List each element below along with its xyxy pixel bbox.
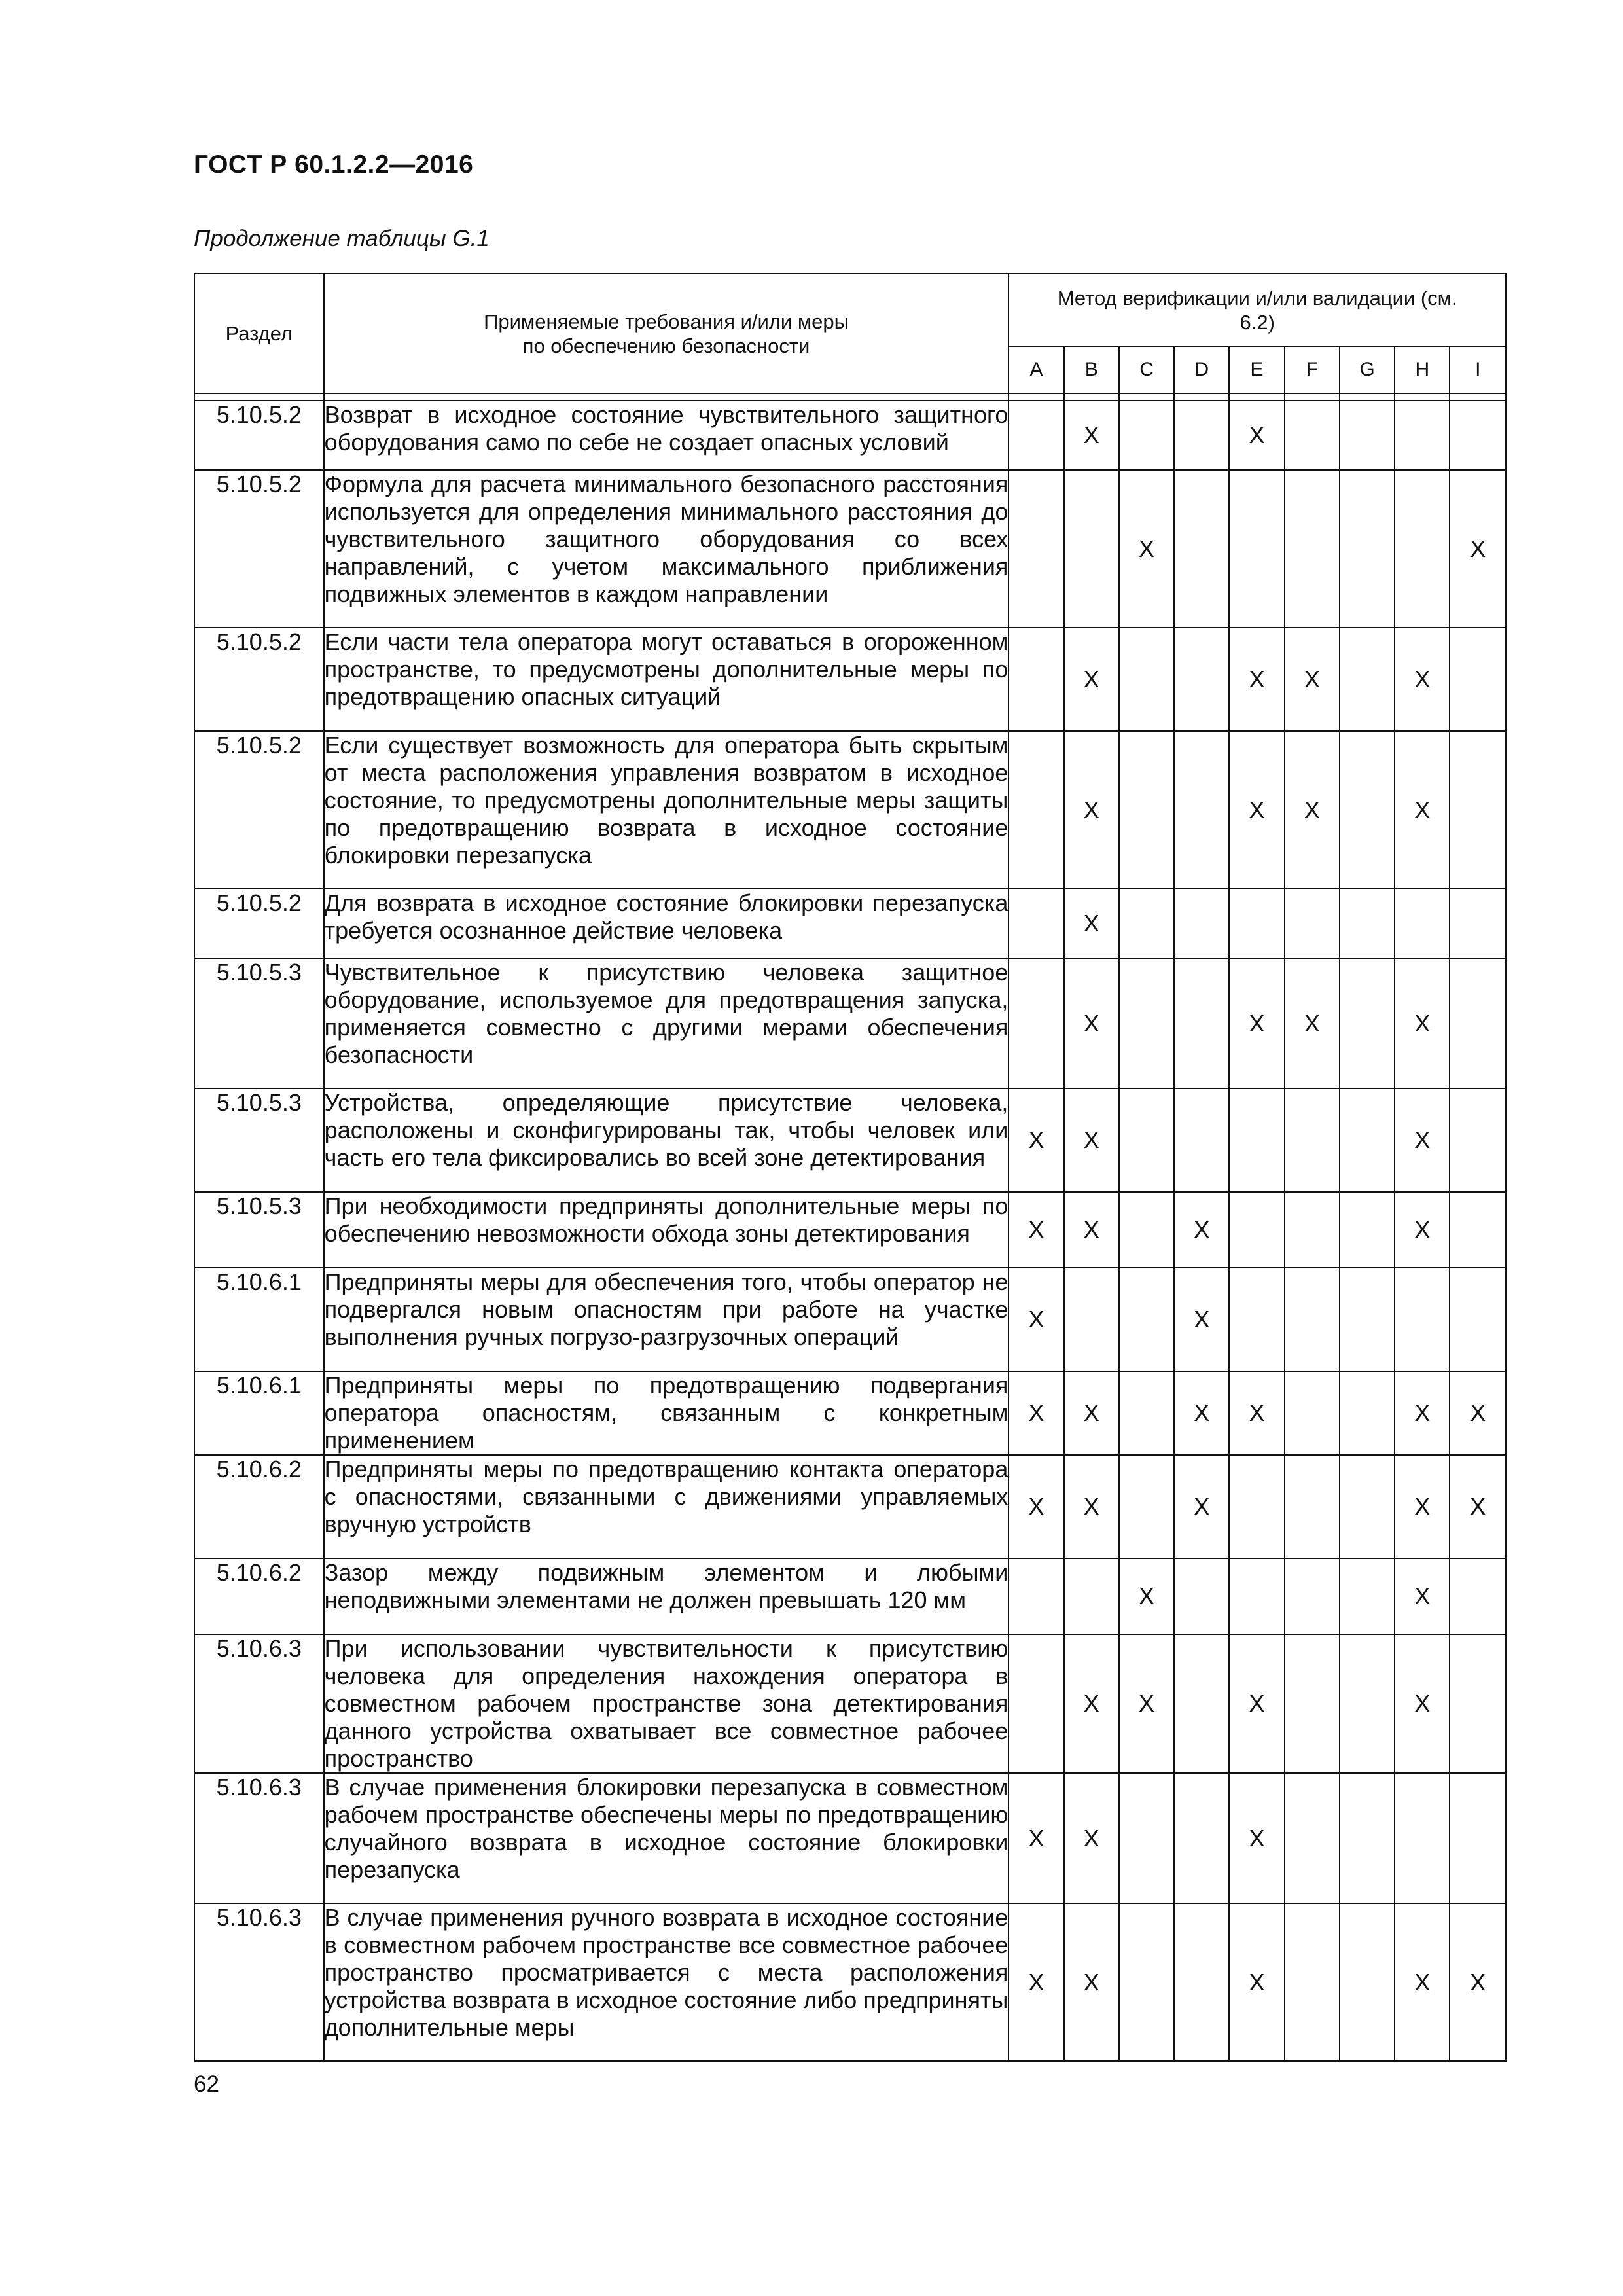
table-row (194, 401, 1506, 470)
section-number: 5.10.5.3 (194, 1192, 324, 1268)
section-number: 5.10.5.3 (194, 1088, 324, 1192)
table-row (194, 1371, 1506, 1455)
method-mark-cell (1285, 1088, 1340, 1192)
method-mark-cell (1395, 470, 1450, 628)
header-method: Метод верификации и/или валидации (см. 6.2) (1008, 274, 1506, 346)
requirement-text: Если части тела оператора могут оставаться в огороженном пространстве, то предусмотрены дополнительные меры по предотвращению опасных ситуаций (324, 628, 1009, 731)
method-mark-cell (1285, 1268, 1340, 1371)
method-mark-cell (1174, 1634, 1229, 1773)
method-mark-cell: X (1285, 958, 1340, 1088)
method-mark-cell: X (1008, 1192, 1063, 1268)
method-mark-cell: X (1395, 1455, 1450, 1558)
method-mark-cell (1395, 401, 1450, 470)
method-mark-cell: X (1395, 1634, 1450, 1773)
table-body (194, 393, 1506, 2061)
method-mark-cell: X (1064, 889, 1119, 958)
method-mark-cell (1340, 958, 1395, 1088)
method-mark-cell (1340, 1268, 1395, 1371)
method-mark-cell: X (1064, 1371, 1119, 1455)
method-mark-cell (1450, 1192, 1506, 1268)
method-mark-cell (1229, 1455, 1284, 1558)
method-mark-cell (1340, 731, 1395, 889)
method-mark-cell (1174, 731, 1229, 889)
table-row (194, 1773, 1506, 1903)
method-mark-cell (1229, 1558, 1284, 1634)
method-mark-cell: X (1064, 1634, 1119, 1773)
method-mark-cell: X (1174, 1268, 1229, 1371)
method-mark-cell: X (1395, 731, 1450, 889)
method-mark-cell (1285, 1773, 1340, 1903)
method-mark-cell (1450, 731, 1506, 889)
method-mark-cell: X (1395, 1903, 1450, 2061)
method-mark-cell: X (1229, 1773, 1284, 1903)
method-mark-cell (1340, 1455, 1395, 1558)
method-column-header: G (1340, 346, 1395, 393)
requirement-text: Чувствительное к присутствию человека защитное оборудование, используемое для предотвращения запуска, применяется совместно с другими мерами обеспечения безопасности (324, 958, 1009, 1088)
method-mark-cell (1174, 1088, 1229, 1192)
section-number: 5.10.6.3 (194, 1634, 324, 1773)
method-mark-cell (1450, 401, 1506, 470)
method-mark-cell (1340, 1634, 1395, 1773)
method-mark-cell: X (1229, 1634, 1284, 1773)
method-mark-cell (1119, 731, 1174, 889)
table-row (194, 1634, 1506, 1773)
method-mark-cell (1340, 1558, 1395, 1634)
requirement-text: Предприняты меры по предотвращению контакта оператора с опасностями, связанными с движениями управляемых вручную устройств (324, 1455, 1009, 1558)
requirement-text: В случае применения ручного возврата в исходное состояние в совместном рабочем пространстве все совместное рабочее пространство просматривается с места расположения устройства возврата в исходное состояние либо предприняты дополнительные меры (324, 1903, 1009, 2061)
method-mark-cell (1119, 889, 1174, 958)
method-mark-cell: X (1229, 958, 1284, 1088)
method-mark-cell: X (1229, 628, 1284, 731)
method-mark-cell (1008, 1558, 1063, 1634)
method-mark-cell (1340, 1371, 1395, 1455)
method-mark-cell (1174, 1903, 1229, 2061)
method-mark-cell (1008, 628, 1063, 731)
section-number: 5.10.6.2 (194, 1558, 324, 1634)
table-continuation-caption: Продолжение таблицы G.1 (194, 226, 490, 251)
method-mark-cell: X (1008, 1455, 1063, 1558)
method-mark-cell (1450, 1268, 1506, 1371)
table-row (194, 1903, 1506, 2061)
requirement-text: При необходимости предприняты дополнительные меры по обеспечению невозможности обхода зоны детектирования (324, 1192, 1009, 1268)
method-mark-cell: X (1229, 401, 1284, 470)
method-mark-cell: X (1395, 628, 1450, 731)
section-number: 5.10.5.2 (194, 401, 324, 470)
method-mark-cell (1285, 1634, 1340, 1773)
method-mark-cell: X (1229, 1371, 1284, 1455)
method-column-header: D (1174, 346, 1229, 393)
method-mark-cell (1008, 889, 1063, 958)
header-requirements: Применяемые требования и/или меры по обеспечению безопасности (324, 274, 1009, 393)
verification-table (194, 273, 1507, 2062)
method-mark-cell (1450, 1088, 1506, 1192)
method-mark-cell (1174, 628, 1229, 731)
method-mark-cell: X (1450, 1903, 1506, 2061)
method-mark-cell (1174, 470, 1229, 628)
method-mark-cell: X (1064, 958, 1119, 1088)
method-mark-cell (1450, 1773, 1506, 1903)
method-mark-cell: X (1119, 1634, 1174, 1773)
method-column-header: I (1450, 346, 1506, 393)
section-number: 5.10.5.2 (194, 731, 324, 889)
method-mark-cell (1119, 1455, 1174, 1558)
method-mark-cell: X (1064, 401, 1119, 470)
method-mark-cell (1340, 1088, 1395, 1192)
section-number: 5.10.6.1 (194, 1371, 324, 1455)
method-mark-cell: X (1064, 1088, 1119, 1192)
method-mark-cell (1340, 401, 1395, 470)
method-mark-cell: X (1174, 1192, 1229, 1268)
method-mark-cell (1119, 1192, 1174, 1268)
method-mark-cell (1395, 1268, 1450, 1371)
document-code: ГОСТ Р 60.1.2.2—2016 (194, 151, 474, 179)
header-section: Раздел (194, 274, 324, 393)
method-column-header: B (1064, 346, 1119, 393)
method-mark-cell (1119, 958, 1174, 1088)
method-mark-cell (1008, 401, 1063, 470)
requirement-text: При использовании чувствительности к присутствию человека для определения нахождения оператора в совместном рабочем пространстве зона детектирования данного устройства охватывает все совместное рабочее пространство (324, 1635, 1008, 1772)
method-column-header: H (1395, 346, 1450, 393)
method-mark-cell (1119, 1773, 1174, 1903)
method-mark-cell (1395, 889, 1450, 958)
method-mark-cell (1285, 1558, 1340, 1634)
method-mark-cell (1340, 470, 1395, 628)
table-row (194, 1192, 1506, 1268)
method-mark-cell: X (1450, 470, 1506, 628)
table-row (194, 958, 1506, 1088)
method-column-header: F (1285, 346, 1340, 393)
method-mark-cell (1285, 1192, 1340, 1268)
method-mark-cell (1340, 889, 1395, 958)
method-mark-cell: X (1008, 1268, 1063, 1371)
table-row (194, 731, 1506, 889)
method-mark-cell (1450, 889, 1506, 958)
method-mark-cell (1174, 401, 1229, 470)
method-mark-cell (1395, 1773, 1450, 1903)
method-mark-cell: X (1229, 1903, 1284, 2061)
method-column-header: E (1229, 346, 1284, 393)
method-mark-cell (1229, 1192, 1284, 1268)
method-mark-cell: X (1064, 628, 1119, 731)
method-mark-cell (1174, 1558, 1229, 1634)
method-mark-cell (1174, 889, 1229, 958)
table-row (194, 628, 1506, 731)
method-mark-cell (1064, 1558, 1119, 1634)
method-mark-cell (1285, 1455, 1340, 1558)
section-number: 5.10.5.2 (194, 889, 324, 958)
section-number: 5.10.6.2 (194, 1455, 324, 1558)
method-mark-cell: X (1008, 1088, 1063, 1192)
method-mark-cell: X (1174, 1455, 1229, 1558)
method-mark-cell: X (1285, 628, 1340, 731)
table-row (194, 889, 1506, 958)
requirement-text: В случае применения блокировки перезапуска в совместном рабочем пространстве обеспечены меры по предотвращению случайного возврата в исходное состояние блокировки перезапуска (324, 1773, 1009, 1903)
method-mark-cell (1008, 1634, 1063, 1773)
section-number: 5.10.5.3 (194, 958, 324, 1088)
method-mark-cell (1119, 1371, 1174, 1455)
method-mark-cell (1064, 1268, 1119, 1371)
table-row (194, 1088, 1506, 1192)
requirement-text: Возврат в исходное состояние чувствительного защитного оборудования само по себе не создает опасных условий (324, 401, 1009, 470)
method-mark-cell (1229, 470, 1284, 628)
method-mark-cell: X (1395, 958, 1450, 1088)
method-mark-cell (1450, 1634, 1506, 1773)
requirement-text: Зазор между подвижным элементом и любыми неподвижными элементами не должен превышать 120 мм (324, 1558, 1009, 1634)
table-row (194, 470, 1506, 628)
method-mark-cell (1119, 401, 1174, 470)
method-mark-cell (1008, 731, 1063, 889)
method-mark-cell (1340, 628, 1395, 731)
requirement-text: Для возврата в исходное состояние блокировки перезапуска требуется осознанное действие человека (324, 889, 1009, 958)
method-mark-cell (1285, 401, 1340, 470)
method-mark-cell: X (1450, 1455, 1506, 1558)
section-number: 5.10.5.2 (194, 628, 324, 731)
method-mark-cell (1119, 1268, 1174, 1371)
method-mark-cell (1450, 958, 1506, 1088)
method-mark-cell (1450, 628, 1506, 731)
method-mark-cell: X (1174, 1371, 1229, 1455)
requirement-text: Формула для расчета минимального безопасного расстояния используется для определения минимального расстояния до чувствительного защитного оборудования со всех направлений, с учетом максимального приближения подвижных элементов в каждом направлении (324, 470, 1009, 628)
method-mark-cell: X (1229, 731, 1284, 889)
method-mark-cell: X (1064, 1192, 1119, 1268)
method-mark-cell (1285, 1903, 1340, 2061)
method-mark-cell: X (1450, 1371, 1506, 1455)
method-column-header: C (1119, 346, 1174, 393)
requirement-text: Предприняты меры по предотвращению подвергания оператора опасностям, связанным с конкретным применением (324, 1372, 1008, 1454)
method-mark-cell: X (1395, 1192, 1450, 1268)
method-mark-cell: X (1395, 1371, 1450, 1455)
method-mark-cell (1285, 470, 1340, 628)
method-mark-cell (1450, 1558, 1506, 1634)
method-mark-cell (1174, 958, 1229, 1088)
method-mark-cell: X (1064, 731, 1119, 889)
method-mark-cell: X (1008, 1371, 1063, 1455)
method-mark-cell (1285, 1371, 1340, 1455)
method-mark-cell (1008, 470, 1063, 628)
method-column-header: A (1008, 346, 1063, 393)
method-mark-cell: X (1119, 470, 1174, 628)
method-mark-cell (1174, 1773, 1229, 1903)
table-row (194, 1455, 1506, 1558)
method-mark-cell (1285, 889, 1340, 958)
method-mark-cell (1119, 628, 1174, 731)
method-mark-cell (1119, 1088, 1174, 1192)
method-mark-cell: X (1064, 1773, 1119, 1903)
method-mark-cell (1340, 1903, 1395, 2061)
method-mark-cell (1229, 1088, 1284, 1192)
requirement-text: Устройства, определяющие присутствие человека, расположены и сконфигурированы так, чтобы человек или часть его тела фиксировались во всей зоне детектирования (324, 1088, 1009, 1192)
method-mark-cell (1340, 1773, 1395, 1903)
method-mark-cell: X (1285, 731, 1340, 889)
method-mark-cell: X (1395, 1558, 1450, 1634)
method-mark-cell: X (1064, 1455, 1119, 1558)
section-number: 5.10.6.3 (194, 1903, 324, 2061)
page-number: 62 (194, 2072, 219, 2097)
method-mark-cell (1008, 958, 1063, 1088)
section-number: 5.10.6.1 (194, 1268, 324, 1371)
method-mark-cell (1064, 470, 1119, 628)
method-mark-cell: X (1008, 1773, 1063, 1903)
method-mark-cell (1229, 889, 1284, 958)
header-spacer (194, 393, 1506, 401)
method-mark-cell (1119, 1903, 1174, 2061)
table-row (194, 1268, 1506, 1371)
method-mark-cell: X (1395, 1088, 1450, 1192)
requirement-text: Если существует возможность для оператора быть скрытым от места расположения управления возвратом в исходное состояние, то предусмотрены дополнительные меры защиты по предотвращению возврата в исходное состояние блокировки перезапуска (324, 731, 1009, 889)
method-mark-cell: X (1119, 1558, 1174, 1634)
method-mark-cell: X (1064, 1903, 1119, 2061)
section-number: 5.10.5.2 (194, 470, 324, 628)
method-mark-cell: X (1008, 1903, 1063, 2061)
table-row (194, 1558, 1506, 1634)
method-mark-cell (1229, 1268, 1284, 1371)
method-mark-cell (1340, 1192, 1395, 1268)
section-number: 5.10.6.3 (194, 1773, 324, 1903)
requirement-text: Предприняты меры для обеспечения того, чтобы оператор не подвергался новым опасностям при работе на участке выполнения ручных погрузо-разгрузочных операций (324, 1268, 1009, 1371)
